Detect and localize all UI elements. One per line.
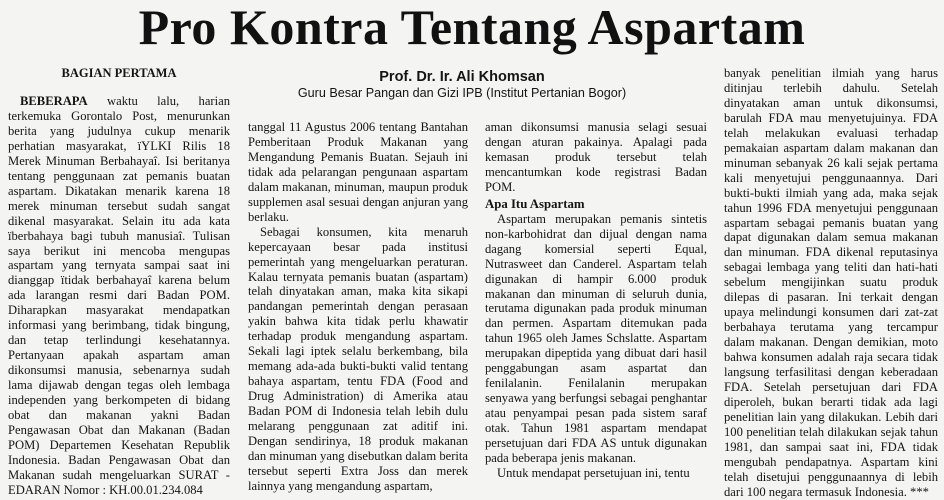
author-name: Prof. Dr. Ir. Ali Khomsan bbox=[379, 69, 545, 85]
col3-paragraph-2: Aspartam merupakan pemanis sintetis non-karbohidrat dan dijual dengan nama dagang komersial seperti Equal, Nutrasweet dan Canderel. Aspartam telah digunakan di hampir 6.000 produk makanan dan minuman di seluruh dunia, terutama digunakan pada produk minuman dan permen. Aspartam ditemukan pada tahun 1965 oleh James Schslatte. Aspartam merupakan dipeptida yang dibuat dari hasil penggabungan asam aspartat dan fenilalanin. Fenilalanin merupakan senyawa yang berfungsi sebagai penghantar atau penyampai pesan pada sistem saraf otak. Tahun 1981 aspartam mendapat persetujuan dari FDA AS untuk digunakan pada beberapa jenis makanan. bbox=[485, 211, 707, 466]
col2-paragraph-1: tanggal 11 Agustus 2006 tentang Bantahan Pemberitaan Produk Makanan yang Mengandung Pemanis Buatan. Sejauh ini tidak ada pelarangan pengunaan aspartam dalam makanan, minuman, maupun produk supplemen asal sesuai dengan anjuran yang berlaku. bbox=[248, 120, 468, 224]
column-2 bbox=[248, 120, 468, 493]
col3-paragraph-1: aman dikonsumsi manusia selagi sesuai dengan aturan pakainya. Apalagi pada kemasan produk tersebut telah mencantumkan kode registrasi Badan POM. bbox=[485, 120, 707, 194]
column-3 bbox=[485, 120, 707, 480]
col2-paragraph-2: Sebagai konsumen, kita menaruh kepercayaan besar pada institusi pemerintah yang mengeluarkan peraturan. Kalau ternyata pemanis buatan (aspartam) telah dinyatakan aman, maka kita sikapi pandangan pemerintah dengan perasaan yakin bahwa kita tidak perlu khawatir terhadap produk mengandung aspartam. Sekali lagi iptek selalu berkembang, bila memang ada-ada bukti-bukti valid tentang bahaya aspartam, tentu FDA (Food and Drug Administration) di Amerika atau Badan POM di Indonesia telah lebih dulu melarang penggunaan zat aditif ini. Dengan sendirinya, 18 produk makanan dan minuman yang disebutkan dalam berita tersebut seperti Extra Joss dan merek lainnya yang mengandung aspartam, bbox=[248, 224, 468, 493]
section-label: BAGIAN PERTAMA bbox=[61, 66, 177, 80]
byline bbox=[252, 69, 672, 101]
column-1 bbox=[8, 66, 230, 497]
col4-paragraph: banyak penelitian ilmiah yang harus ditinjau terlebih dahulu. Setelah dinyatakan aman untuk dikonsumsi, barulah FDA mau menyetujuinya. FDA telah melakukan evaluasi terhadap pemakaian aspartam dalam makanan dan minuman sebanyak 26 kali sejak pertama kali menyetujui penggunaannya. Dari bukti-bukti ilmiah yang ada, maka sejak tahun 1996 FDA menyetujui penggunaan aspartam sebagai pemanis buatan yang dapat digunakan dalam semua makanan dan minuman. FDA dikenal reputasinya sebagai lembaga yang teliti dan hati-hati sebelum mengijinkan suatu produk dilepas di pasaran. Ini terkait dengan upaya melindungi konsumen dari zat-zat berbahaya terutama yang tercampur dalam makanan. Dengan demikian, moto bahwa konsumen adalah raja secara tidak langsung terfasilitasi dengan keberadaan FDA. Setelah persetujuan dari FDA diperoleh, bukan berarti tidak ada lagi penelitian lain yang dilakukan. Lebih dari 100 penelitian telah dilakukan sejak tahun 1981, dan sampai saat ini, FDA tidak mengubah pendapatnya. Aspartam kini telah disetujui penggunaannya di lebih dari 100 negara termasuk Indonesia. *** bbox=[724, 66, 938, 499]
headline: Pro Kontra Tentang Aspartam bbox=[138, 0, 806, 55]
col1-paragraph bbox=[8, 94, 230, 498]
subheading: Apa Itu Aspartam bbox=[485, 196, 585, 211]
kicker: BEBERAPA bbox=[20, 94, 88, 108]
author-affiliation: Guru Besar Pangan dan Gizi IPB (Institut Pertanian Bogor) bbox=[297, 86, 627, 100]
col1-paragraph-text: waktu lalu, harian terkemuka Gorontalo Post, menurunkan berita yang judulnya cukup menarik perhatian masyarakat, ïYLKI Rilis 18 Merek Minuman Berbahayaî. Isi beritanya tentang penggunaan zat pemanis buatan aspartam. Dikatakan menarik karena 18 merek minuman tersebut sudah sangat dikenal masyarakat. Selain itu ada kata ïberbahaya bagi tubuh manusiaî. Tulisan saya berikut ini mencoba mengupas aspartam yang ternyata sampai saat ini dianggap ïtidak berbahayaî karena belum ada larangan resmi dari Badan POM. Diharapkan masyarakat mendapatkan informasi yang berimbang, tidak bingung, dan tetap terlindungi kesehatannya. Pertanyaan apakah aspartam aman dikonsumsi manusia, sebenarnya sudah lama dijawab dengan tegas oleh lembaga independen yang berkompeten di bidang obat dan makanan yakni Badan Pengawasan Obat dan Makanan (Badan POM) Departemen Kesehatan Republik Indonesia. Badan Pengawasan Obat dan Makanan sudah mengeluarkan SURAT - EDARAN Nomor : KH.00.01.234.084 bbox=[8, 94, 230, 497]
col3-paragraph-3: Untuk mendapat persetujuan ini, tentu bbox=[497, 465, 690, 480]
column-4 bbox=[724, 66, 938, 499]
